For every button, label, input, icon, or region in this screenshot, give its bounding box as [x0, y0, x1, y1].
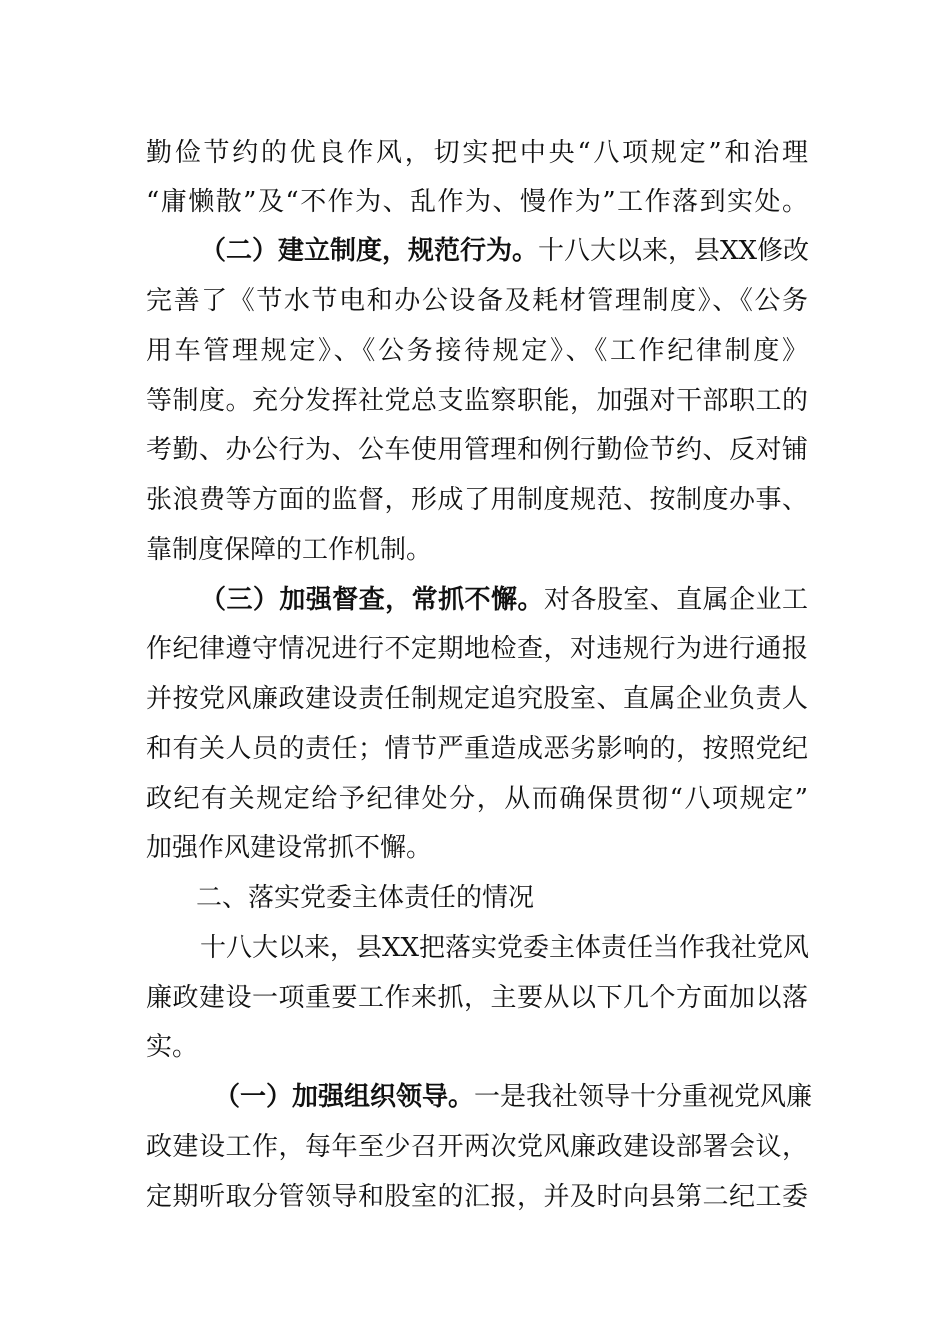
paragraph-line: 定期听取分管领导和股室的汇报，并及时向县第二纪工委 — [146, 1182, 808, 1212]
paragraph-line: 完善了《节水节电和办公设备及耗材管理制度》、《公务 — [146, 286, 808, 316]
paragraph-text: 一是我社领导十分重视党风廉 — [474, 1082, 813, 1112]
paragraph-line: 加强作风建设常抓不懈。 — [146, 833, 433, 863]
subsection-heading: （二）建立制度，规范行为。 — [200, 236, 539, 266]
subsection-heading: （一）加强组织领导。 — [214, 1082, 475, 1112]
paragraph-line: 实。 — [146, 1032, 199, 1062]
paragraph-line: “庸懒散”及“不作为、乱作为、慢作为”工作落到实处。 — [146, 187, 808, 217]
paragraph-line: 廉政建设一项重要工作来抓，主要从以下几个方面加以落 — [146, 983, 808, 1013]
paragraph-line: 张浪费等方面的监督，形成了用制度规范、按制度办事、 — [146, 485, 808, 515]
paragraph-line: 并按党风廉政建设责任制规定追究股室、直属企业负责人 — [146, 684, 808, 714]
paragraph-line: 十八大以来，县XX把落实党委主体责任当作我社党风 — [200, 933, 810, 963]
paragraph-line: 用车管理规定》、《公务接待规定》、《工作纪律制度》 — [146, 336, 808, 366]
section-heading: 二、落实党委主体责任的情况 — [196, 883, 535, 913]
paragraph-text: 对各股室、直属企业工 — [543, 585, 808, 615]
subsection-heading: （三）加强督查，常抓不懈。 — [200, 585, 544, 615]
section-paragraph-first-line — [214, 1080, 813, 1114]
section-paragraph-first-line — [200, 234, 808, 268]
paragraph-line: 和有关人员的责任；情节严重造成恶劣影响的，按照党纪 — [146, 734, 808, 764]
section-paragraph-first-line — [200, 583, 808, 617]
paragraph-line: 等制度。充分发挥社党总支监察职能，加强对干部职工的 — [146, 386, 808, 416]
paragraph-line: 政建设工作，每年至少召开两次党风廉政建设部署会议， — [146, 1132, 808, 1162]
paragraph-text: 十八大以来，县XX修改 — [538, 236, 810, 266]
paragraph-line: 考勤、办公行为、公车使用管理和例行勤俭节约、反对铺 — [146, 435, 808, 465]
paragraph-line: 政纪有关规定给予纪律处分，从而确保贯彻“八项规定” — [146, 784, 808, 814]
paragraph-line: 靠制度保障的工作机制。 — [146, 535, 433, 565]
paragraph-line: 勤俭节约的优良作风，切实把中央“八项规定”和治理 — [146, 138, 808, 168]
paragraph-line: 作纪律遵守情况进行不定期地检查，对违规行为进行通报 — [146, 634, 808, 664]
